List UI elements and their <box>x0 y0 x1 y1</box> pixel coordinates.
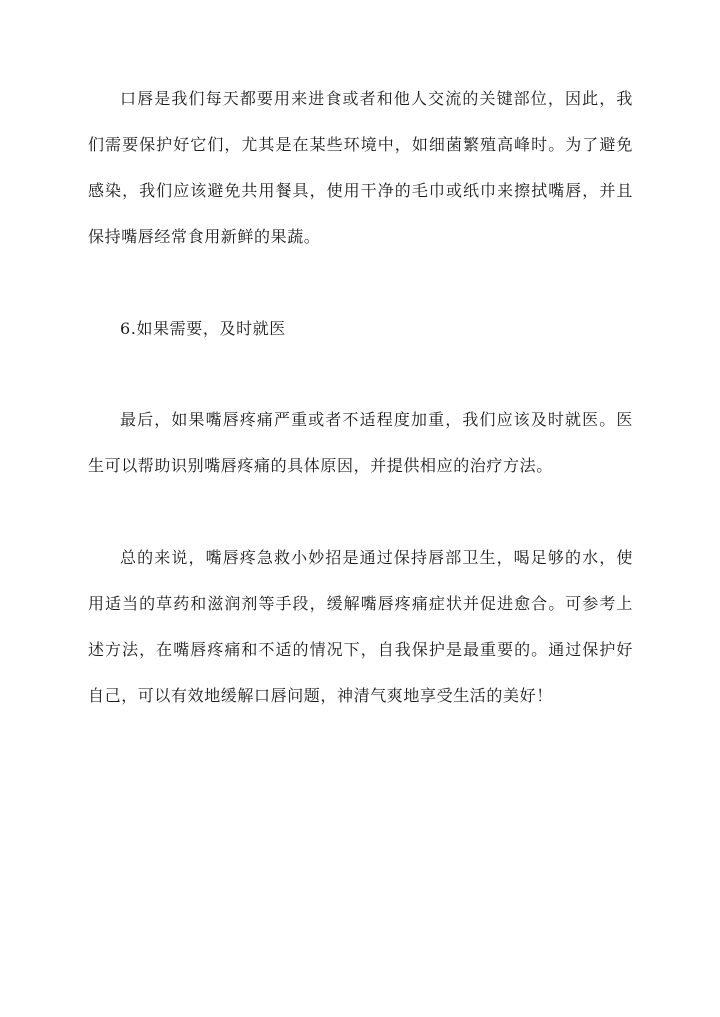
paragraph-see-doctor: 最后，如果嘴唇疼痛严重或者不适程度加重，我们应该及时就医。医生可以帮助识别嘴唇疼痛的具体原因，并提供相应的治疗方法。 <box>88 410 633 475</box>
paragraph-conclusion: 总的来说，嘴唇疼急救小妙招是通过保持唇部卫生，喝足够的水，使用适当的草药和滋润剂等手段，缓解嘴唇疼痛症状并促进愈合。可参考上述方法，在嘴唇疼痛和不适的情况下，自我保护是最重要的。通过保护好自己，可以有效地缓解口唇问题，神清气爽地享受生活的美好！ <box>88 548 633 705</box>
paragraph-lip-protection: 口唇是我们每天都要用来进食或者和他人交流的关键部位，因此，我们需要保护好它们，尤其是在某些环境中，如细菌繁殖高峰时。为了避免感染，我们应该避免共用餐具，使用干净的毛巾或纸巾来擦拭嘴唇，并且保持嘴唇经常食用新鲜的果蔬。 <box>88 89 633 246</box>
section-heading-seek-medical-care: 6.如果需要，及时就医 <box>120 319 286 338</box>
